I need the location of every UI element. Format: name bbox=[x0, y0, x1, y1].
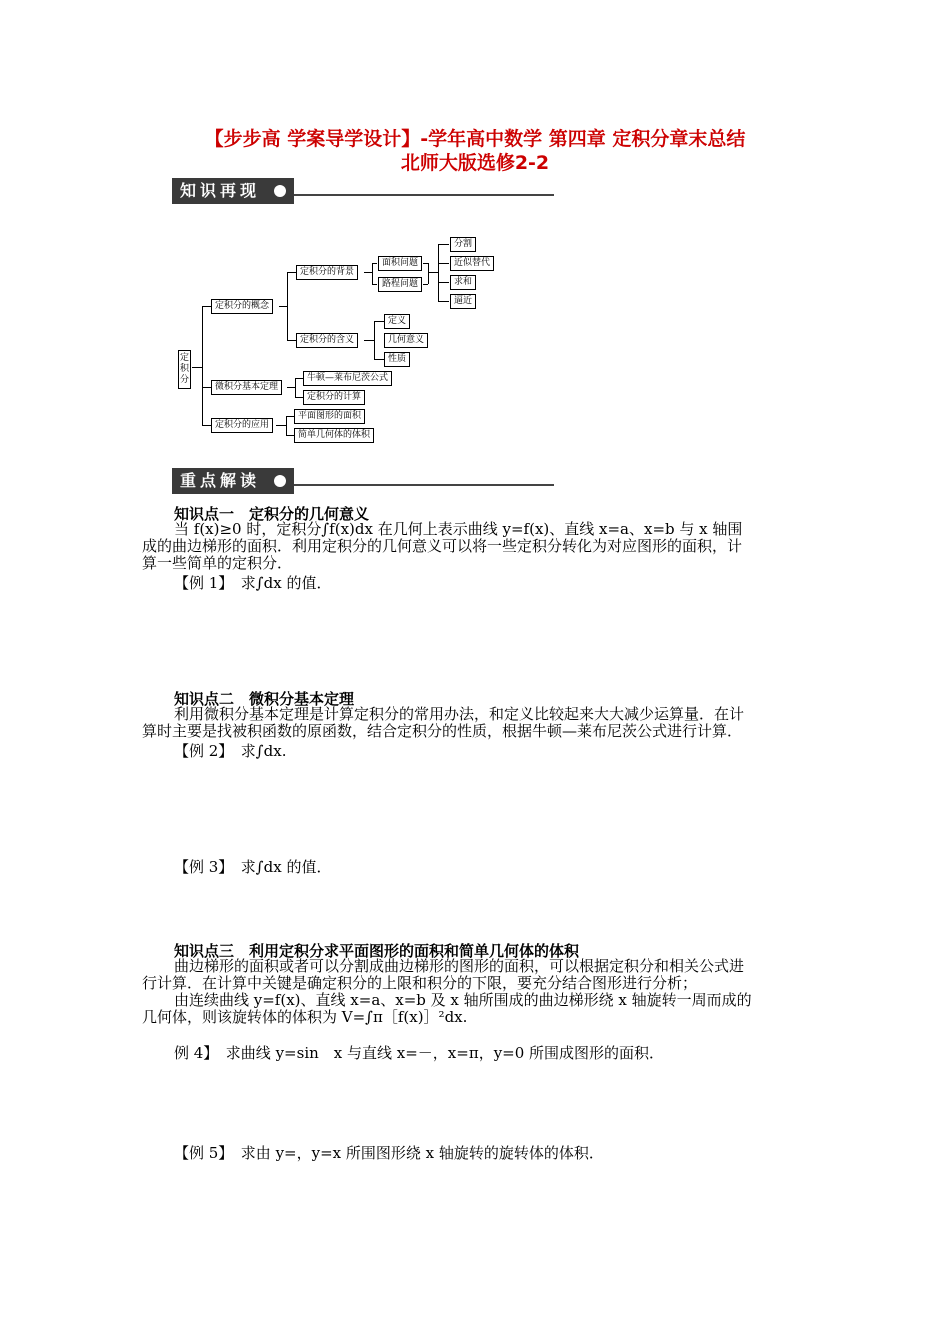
diagram-plane-area: 平面图形的面积 bbox=[294, 409, 365, 424]
k3-para2-line1: 由连续曲线 y=f(x)、直线 x=a、x=b 及 x 轴所围成的曲边梯形绕 x 轴旋转一周而成的 bbox=[174, 991, 752, 1009]
doc-title-line2: 北师大版选修2-2 bbox=[400, 152, 550, 174]
diagram-approach: 逼近 bbox=[450, 294, 476, 309]
diagram-meaning: 定积分的含义 bbox=[296, 333, 358, 348]
review-banner-label: 知识再现 bbox=[180, 181, 261, 200]
k3-heading: 知识点三 利用定积分求平面图形的面积和简单几何体的体积 bbox=[174, 942, 580, 960]
k2-para-line2: 算时主要是找被积函数的原函数，结合定积分的性质，根据牛顿—莱布尼茨公式进行计算． bbox=[142, 722, 743, 740]
diagram-geometric-meaning: 几何意义 bbox=[384, 333, 428, 348]
diagram-distance-problem: 路程问题 bbox=[378, 277, 422, 292]
k1-heading: 知识点一 定积分的几何意义 bbox=[174, 505, 370, 523]
k2-para-line1: 利用微积分基本定理是计算定积分的常用办法，和定义比较起来大大减少运算量．在计 bbox=[174, 705, 745, 723]
diagram-solid-volume: 简单几何体的体积 bbox=[294, 428, 374, 443]
k1-para-line2: 成的曲边梯形的面积．利用定积分的几何意义可以将一些定积分转化为对应图形的面积，计 bbox=[142, 537, 743, 555]
banner-dot-icon bbox=[274, 185, 286, 197]
k1-para-line3: 算一些简单的定积分． bbox=[142, 554, 293, 572]
focus-banner bbox=[172, 468, 294, 494]
review-banner-rule bbox=[294, 194, 554, 196]
k3-para1-line2: 行计算．在计算中关键是确定积分的上限和积分的下限，要充分结合图形进行分析； bbox=[142, 974, 698, 992]
diagram-sum: 求和 bbox=[450, 275, 476, 290]
k2-heading: 知识点二 微积分基本定理 bbox=[174, 690, 355, 708]
focus-banner-rule bbox=[294, 484, 554, 486]
banner-dot-icon bbox=[274, 475, 286, 487]
diagram-concept: 定积分的概念 bbox=[211, 299, 273, 314]
focus-banner-label: 重点解读 bbox=[180, 471, 261, 490]
diagram-background: 定积分的背景 bbox=[296, 265, 358, 280]
example-2: 【例 2】 求∫dx. bbox=[174, 742, 287, 760]
diagram-divide: 分割 bbox=[450, 237, 476, 252]
diagram-application: 定积分的应用 bbox=[211, 418, 273, 433]
diagram-area-problem: 面积问题 bbox=[378, 256, 422, 271]
k3-para2-line2: 几何体，则该旋转体的体积为 V=∫π［f(x)］²dx. bbox=[142, 1008, 468, 1026]
diagram-approx: 近似替代 bbox=[450, 256, 494, 271]
diagram-newton-leibniz: 牛顿—莱布尼茨公式 bbox=[303, 371, 392, 386]
diagram-fundamental: 微积分基本定理 bbox=[211, 380, 282, 395]
diagram-computation: 定积分的计算 bbox=[303, 390, 365, 405]
diagram-definition: 定义 bbox=[384, 314, 410, 329]
k1-para-line1: 当 f(x)≥0 时，定积分∫f(x)dx 在几何上表示曲线 y=f(x)、直线 x=a、x=b 与 x 轴围 bbox=[174, 520, 743, 538]
doc-title-line1: 【步步高 学案导学设计】-学年高中数学 第四章 定积分章末总结 bbox=[204, 128, 746, 150]
example-3: 【例 3】 求∫dx 的值． bbox=[174, 858, 332, 876]
example-1: 【例 1】 求∫dx 的值． bbox=[174, 574, 332, 592]
diagram-root: 定积分 bbox=[178, 350, 191, 389]
diagram-property: 性质 bbox=[384, 352, 410, 367]
example-4: 例 4】 求曲线 y=sin x 与直线 x=－，x=π，y=0 所围成图形的面积． bbox=[174, 1044, 665, 1062]
k3-para1-line1: 曲边梯形的面积或者可以分割成曲边梯形的图形的面积，可以根据定积分和相关公式进 bbox=[174, 957, 745, 975]
example-5: 【例 5】 求由 y=，y=x 所围图形绕 x 轴旋转的旋转体的体积． bbox=[174, 1144, 604, 1162]
review-banner bbox=[172, 178, 294, 204]
